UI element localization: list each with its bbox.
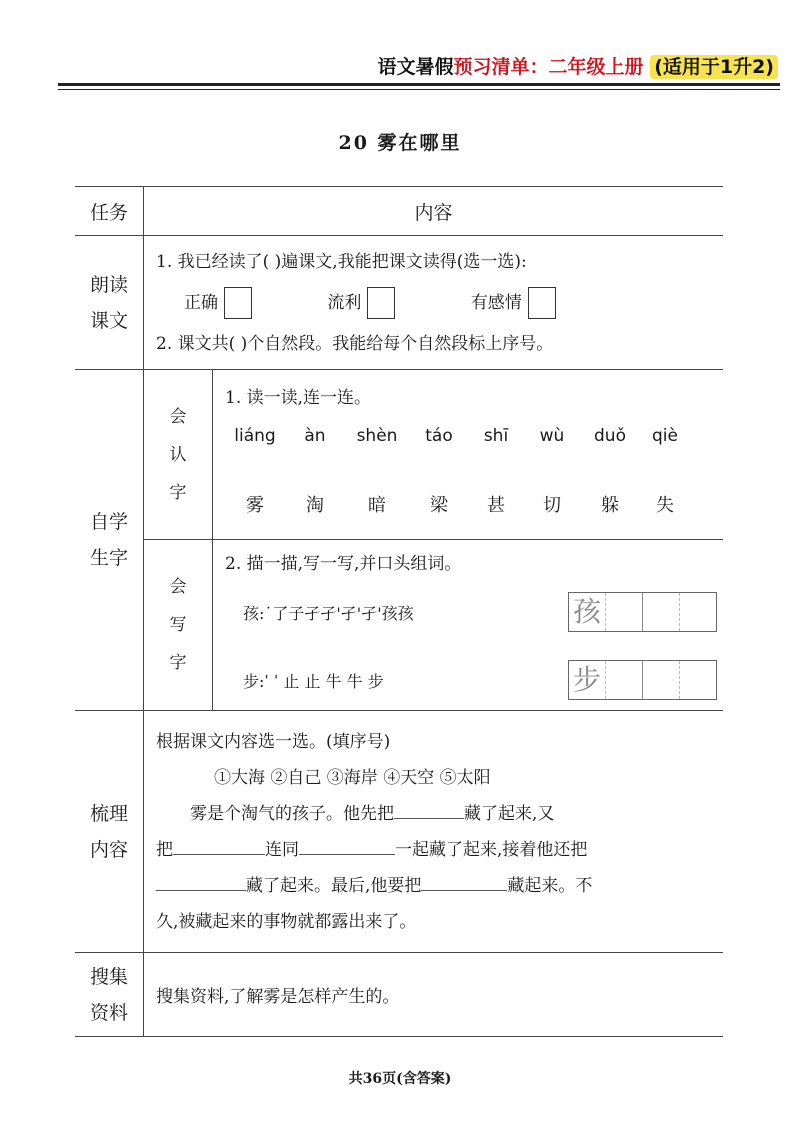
header-subject: 语文暑假: [377, 56, 454, 78]
pinyin-item[interactable]: shèn: [356, 426, 398, 446]
recognize-content: [213, 370, 724, 540]
paragraph-line-1: 雾是个淘气的孩子。他先把 藏了起来,又: [156, 796, 723, 832]
char-item[interactable]: 失: [656, 495, 674, 516]
write-instruction: 2. 描一描,写一写,并口头组词。: [225, 554, 462, 574]
blank-4[interactable]: [156, 870, 246, 891]
worksheet-table: [75, 186, 723, 1037]
pinyin-item[interactable]: duǒ: [594, 426, 626, 446]
checkbox-correct[interactable]: [224, 287, 252, 319]
collect-content: 搜集资料,了解雾是怎样产生的。: [144, 953, 724, 1037]
char-item[interactable]: 淘: [306, 495, 324, 516]
reading-content: [144, 236, 724, 370]
blank-3[interactable]: [299, 834, 395, 855]
paragraph-line-2: 把 连同 一起藏了起来,接着他还把: [156, 832, 723, 868]
char-row: [225, 486, 723, 526]
paragraph-line-3: 藏了起来。最后,他要把 藏起来。不: [156, 868, 723, 904]
blank-5[interactable]: [421, 870, 507, 891]
header-rule-thick: [58, 83, 780, 86]
paragraph-line-4: 久,被藏起来的事物就都露出来了。: [156, 911, 417, 932]
pinyin-item[interactable]: àn: [304, 426, 326, 446]
pinyin-item[interactable]: qiè: [652, 426, 678, 446]
col-header-content: 内容: [144, 187, 724, 236]
stroke-order-bu: 步:ˈ ˈ 止 止 牛 牛 步: [243, 671, 384, 691]
header-grade: 预习清单：二年级上册: [453, 56, 644, 78]
checkbox-fluent[interactable]: [367, 287, 395, 319]
sorting-instruction: 根据课文内容选一选。(填序号): [156, 731, 391, 752]
writing-grid-bu[interactable]: [568, 660, 717, 700]
reading-options: 正确 流利 有感情: [156, 280, 723, 326]
label-reading: 朗读 课文: [75, 236, 144, 370]
page-footer: 共36页(含答案): [348, 1071, 452, 1087]
label-recognize: 会 认 字: [144, 370, 213, 540]
label-write: 会 写 字: [144, 540, 213, 711]
recognize-instruction: 1. 读一读,连一连。: [225, 388, 372, 408]
char-item[interactable]: 雾: [246, 495, 264, 516]
pinyin-item[interactable]: shī: [483, 426, 509, 446]
stroke-row-2: [225, 650, 723, 710]
col-header-task: 任务: [75, 187, 144, 236]
write-content: [213, 540, 724, 711]
reading-line-1: 1. 我已经读了( )遍课文,我能把课文读得(选一选):: [156, 251, 527, 272]
char-item[interactable]: 暗: [368, 495, 386, 516]
writing-grid-hai[interactable]: [568, 592, 717, 632]
trace-char-bu: 步: [569, 661, 606, 699]
char-item[interactable]: 躲: [601, 495, 619, 516]
char-item[interactable]: 梁: [430, 495, 448, 516]
stroke-row-1: [225, 582, 723, 642]
page-header: [378, 52, 778, 79]
pinyin-row: [225, 416, 723, 456]
label-collect: 搜集 资料: [75, 953, 144, 1037]
trace-char-hai: 孩: [569, 593, 606, 631]
reading-line-3: 2. 课文共( )个自然段。我能给每个自然段标上序号。: [156, 333, 554, 354]
char-item[interactable]: 甚: [487, 495, 505, 516]
sorting-content: [144, 711, 724, 953]
label-sorting: 梳理 内容: [75, 711, 144, 953]
blank-2[interactable]: [173, 834, 265, 855]
label-selfstudy: 自学 生字: [75, 370, 144, 711]
header-applicability: (适用于1升2): [650, 55, 778, 79]
pinyin-item[interactable]: táo: [425, 426, 453, 446]
char-item[interactable]: 切: [543, 495, 561, 516]
header-rule-thin: [58, 89, 780, 90]
blank-1[interactable]: [394, 798, 464, 819]
pinyin-item[interactable]: liáng: [234, 426, 276, 446]
sorting-options: ①大海 ②自己 ③海岸 ④天空 ⑤太阳: [214, 767, 491, 788]
pinyin-item[interactable]: wù: [539, 426, 565, 446]
checkbox-expressive[interactable]: [528, 287, 556, 319]
lesson-title: 20 雾在哪里: [338, 132, 462, 154]
stroke-order-hai: 孩:˙了子孑孑'孑'孑'孩孩: [243, 603, 414, 623]
